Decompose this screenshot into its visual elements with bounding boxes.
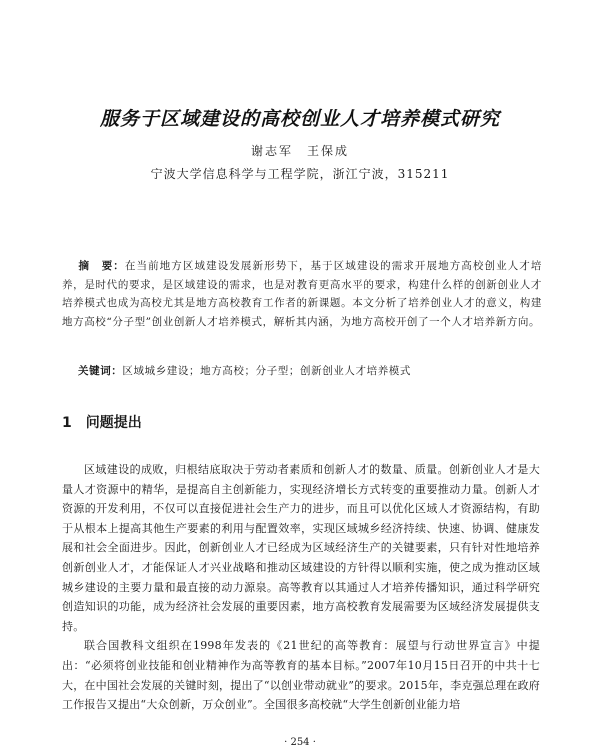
section-heading	[62, 412, 142, 432]
affiliation: 宁波大学信息科学与工程学院，浙江宁波，315211	[150, 167, 450, 181]
paragraph: 区域建设的成败，归根结底取决于劳动者素质和创新人才的数量、质量。创新创业人才是大量人才资源中的精华，是提高自主创新能力，实现经济增长方式转变的重要推动力量。创新人才资源的开发利用，不仅可以直接促进社会生产力的进步，而且可以优化区域人才资源结构，有助于从根本上提高其他生产要素的利用与配置效率，实现区域城乡经济持续、快速、协调、健康发展和社会全面进步。因此，创新创业人才已经成为区域经济生产的关键要素，只有针对性地培养创新创业人才，才能保证人才兴业战略和推动区域建设的方针得以顺利实施，使之成为推动区域城乡建设的主要力量和最直接的动力源泉。高等教育以其通过人才培养传播知识，通过科学研究创造知识的功能，成为经济社会发展的重要因素，地方高校教育发展需要为区域经济发展提供支持。	[62, 463, 540, 633]
paper-title: 服务于区域建设的高校创业人才培养模式研究	[99, 108, 500, 130]
paragraph: 联合国教科文组织在1998年发表的《21世纪的高等教育：展望与行动世界宣言》中提出：“必须将创业技能和创业精神作为高等教育的基本目标。”2007年10月15日召开的中共十七大，在中国社会发展的关键时刻，提出了“以创业带动就业”的要求。2015年，李克强总理在政府工作报告又提出“大众创新，万众创业”。全国很多高校就“大学生创新创业能力培	[62, 639, 540, 712]
abstract-label: 摘 要：	[78, 260, 125, 272]
keywords-label: 关键词：	[78, 365, 123, 377]
section-number: 1	[62, 415, 72, 431]
abstract	[62, 257, 542, 331]
abstract-text: 在当前地方区域建设发展新形势下，基于区域建设的需求开展地方高校创业人才培养，是时代的要求，是区域建设的需求，也是对教育更高水平的要求，构建什么样的创新创业人才培养模式也成为高校尤其是地方高校教育工作者的新课题。本文分析了培养创业人才的意义，构建地方高校“分子型”创业创新人才培养模式，解析其内涵，为地方高校开创了一个人才培养新方向。	[62, 260, 542, 328]
keywords	[78, 363, 548, 378]
section-title: 问题提出	[85, 415, 142, 431]
authors: 谢志军 王保成	[250, 144, 349, 158]
body-text	[62, 460, 540, 715]
page-number: · 254 ·	[284, 737, 316, 748]
keywords-text: 区域城乡建设；地方高校；分子型；创新创业人才培养模式	[122, 365, 412, 377]
